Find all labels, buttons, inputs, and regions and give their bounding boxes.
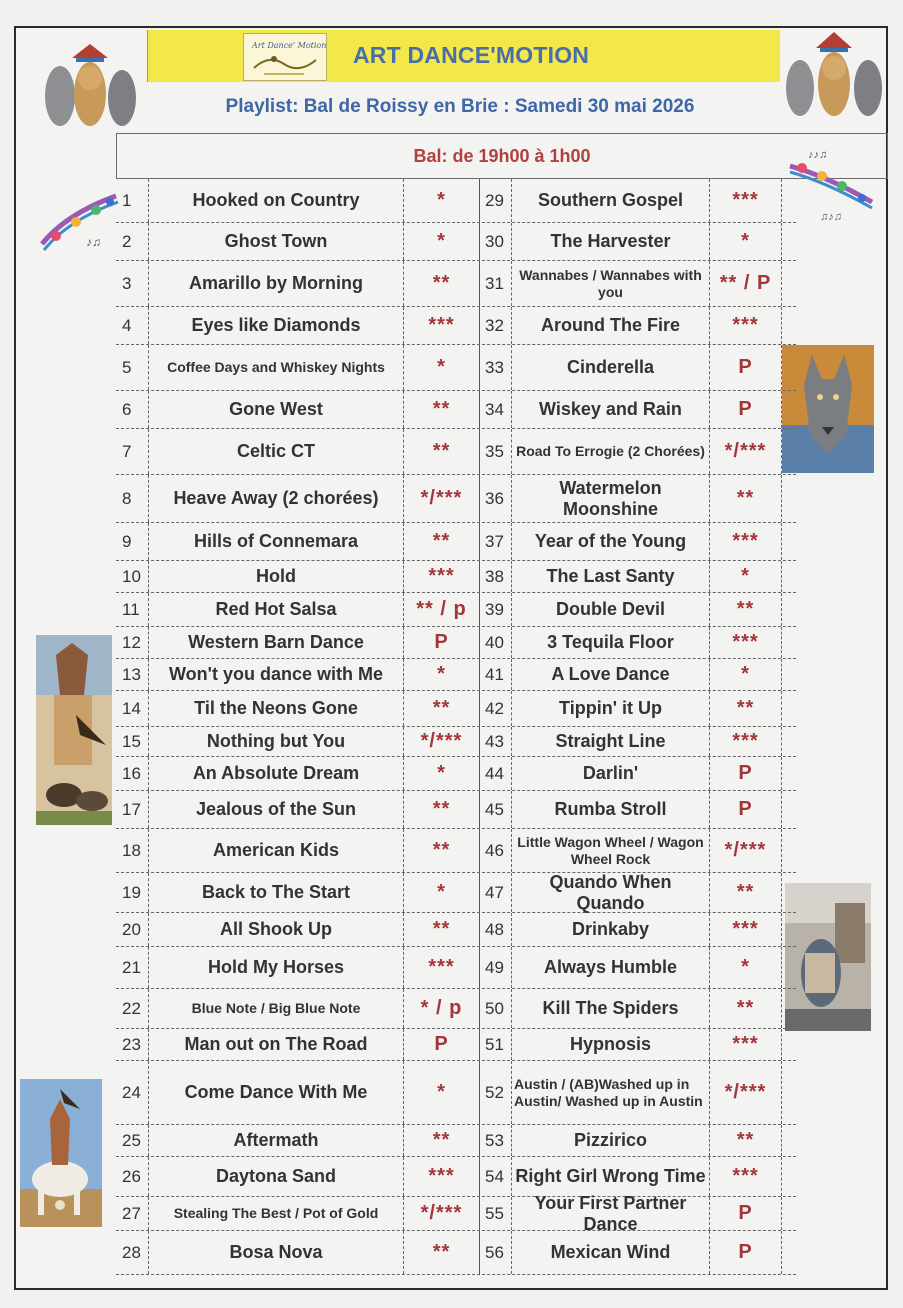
table-row	[116, 1192, 796, 1234]
difficulty-rating: *	[404, 1061, 480, 1124]
table-row	[116, 179, 796, 223]
cats-image-left	[38, 36, 140, 134]
table-row	[116, 345, 796, 391]
difficulty-rating: ***	[710, 1157, 782, 1196]
table-row	[116, 307, 796, 345]
song-number: 6	[116, 391, 149, 428]
difficulty-rating: **	[404, 791, 480, 828]
difficulty-rating: ***	[710, 913, 782, 946]
table-row	[116, 429, 796, 475]
page-title: ART DANCE'MOTION	[353, 42, 590, 68]
song-number: 32	[482, 307, 512, 344]
difficulty-rating: P	[404, 1029, 480, 1060]
song-title: Nothing but You	[149, 727, 404, 756]
song-title: Pizzirico	[512, 1125, 710, 1156]
song-title: Gone West	[149, 391, 404, 428]
difficulty-rating: * / p	[404, 989, 480, 1028]
song-title: Blue Note / Big Blue Note	[149, 989, 404, 1028]
difficulty-rating: **	[710, 593, 782, 626]
song-number: 22	[116, 989, 149, 1028]
song-title: Hills of Connemara	[149, 523, 404, 560]
song-number: 14	[116, 691, 149, 726]
difficulty-rating: */***	[404, 727, 480, 756]
difficulty-rating: ***	[404, 947, 480, 988]
song-number: 36	[482, 475, 512, 522]
song-title: Wannabes / Wannabes with you	[512, 261, 710, 306]
table-row	[116, 223, 796, 261]
song-title: Watermelon Moonshine	[512, 475, 710, 522]
song-title: The Last Santy	[512, 561, 710, 592]
song-title: Austin / (AB)Washed up in Austin/ Washed up in Austin	[512, 1061, 710, 1124]
song-title: 3 Tequila Floor	[512, 627, 710, 658]
difficulty-rating: **	[710, 1125, 782, 1156]
song-number: 34	[482, 391, 512, 428]
song-number: 38	[482, 561, 512, 592]
music-notes-icon	[786, 146, 876, 228]
difficulty-rating: **	[404, 913, 480, 946]
difficulty-rating: **	[710, 989, 782, 1028]
song-title: Western Barn Dance	[149, 627, 404, 658]
song-title: Coffee Days and Whiskey Nights	[149, 345, 404, 390]
rider-on-horse-image	[20, 1079, 102, 1227]
difficulty-rating: ***	[404, 307, 480, 344]
difficulty-rating: ** / p	[404, 593, 480, 626]
difficulty-rating: **	[710, 873, 782, 912]
hours-box	[116, 133, 888, 179]
song-title: Hold	[149, 561, 404, 592]
difficulty-rating: P	[710, 757, 782, 790]
difficulty-rating: *	[404, 345, 480, 390]
song-title: Cinderella	[512, 345, 710, 390]
song-title: Man out on The Road	[149, 1029, 404, 1060]
difficulty-rating: **	[404, 1125, 480, 1156]
song-title: Always Humble	[512, 947, 710, 988]
difficulty-rating: *	[404, 179, 480, 222]
song-title: Won't you dance with Me	[149, 659, 404, 690]
song-title: Your First Partner Dance	[512, 1197, 710, 1230]
song-number: 25	[116, 1125, 149, 1156]
song-title: Hypnosis	[512, 1029, 710, 1060]
song-title: Around The Fire	[512, 307, 710, 344]
ball-hours: Bal: de 19h00 à 1h00	[413, 146, 591, 166]
song-number: 50	[482, 989, 512, 1028]
song-number: 1	[116, 179, 149, 222]
song-title: A Love Dance	[512, 659, 710, 690]
table-row	[116, 1231, 796, 1275]
difficulty-rating: P	[404, 627, 480, 658]
song-number: 4	[116, 307, 149, 344]
song-title: Right Girl Wrong Time	[512, 1157, 710, 1196]
song-number: 52	[482, 1061, 512, 1124]
table-row	[116, 913, 796, 947]
difficulty-rating: **	[404, 429, 480, 474]
table-row	[116, 261, 796, 307]
difficulty-rating: *	[710, 659, 782, 690]
song-title: Quando When Quando	[512, 873, 710, 912]
song-number: 30	[482, 223, 512, 260]
header-band	[147, 30, 780, 82]
song-title: An Absolute Dream	[149, 757, 404, 790]
song-number: 26	[116, 1157, 149, 1196]
table-row	[116, 659, 796, 691]
difficulty-rating: */***	[710, 429, 782, 474]
table-row	[116, 523, 796, 561]
song-number: 37	[482, 523, 512, 560]
difficulty-rating: **	[404, 261, 480, 306]
difficulty-rating: ***	[710, 523, 782, 560]
difficulty-rating: **	[710, 691, 782, 726]
difficulty-rating: *	[710, 947, 782, 988]
table-row	[116, 593, 796, 627]
difficulty-rating: ***	[710, 1029, 782, 1060]
table-row	[116, 829, 796, 873]
song-number: 46	[482, 829, 512, 872]
difficulty-rating: ***	[710, 307, 782, 344]
table-row	[116, 1061, 796, 1125]
song-title: Jealous of the Sun	[149, 791, 404, 828]
song-number: 55	[482, 1197, 512, 1230]
table-row	[116, 391, 796, 429]
song-title: Darlin'	[512, 757, 710, 790]
song-number: 3	[116, 261, 149, 306]
song-number: 21	[116, 947, 149, 988]
table-row	[116, 1029, 796, 1061]
song-title: Mexican Wind	[512, 1231, 710, 1274]
difficulty-rating: P	[710, 345, 782, 390]
song-title: Hooked on Country	[149, 179, 404, 222]
table-row	[116, 627, 796, 659]
difficulty-rating: */***	[404, 1197, 480, 1230]
difficulty-rating: ** / P	[710, 261, 782, 306]
difficulty-rating: */***	[404, 475, 480, 522]
song-number: 54	[482, 1157, 512, 1196]
song-title: All Shook Up	[149, 913, 404, 946]
song-title: Hold My Horses	[149, 947, 404, 988]
song-title: Straight Line	[512, 727, 710, 756]
song-title: Til the Neons Gone	[149, 691, 404, 726]
song-number: 51	[482, 1029, 512, 1060]
song-number: 48	[482, 913, 512, 946]
difficulty-rating: **	[710, 475, 782, 522]
song-title: Back to The Start	[149, 873, 404, 912]
difficulty-rating: *	[404, 757, 480, 790]
svg-text:♫♪♫: ♫♪♫	[820, 211, 842, 223]
song-title: Drinkaby	[512, 913, 710, 946]
song-number: 2	[116, 223, 149, 260]
table-row	[116, 757, 796, 791]
song-title: Aftermath	[149, 1125, 404, 1156]
difficulty-rating: ***	[710, 727, 782, 756]
song-title: Double Devil	[512, 593, 710, 626]
difficulty-rating: **	[404, 391, 480, 428]
song-number: 33	[482, 345, 512, 390]
song-title: Road To Errogie (2 Chorées)	[512, 429, 710, 474]
song-title: Southern Gospel	[512, 179, 710, 222]
song-number: 13	[116, 659, 149, 690]
song-number: 23	[116, 1029, 149, 1060]
svg-text:♪♫: ♪♫	[86, 235, 101, 249]
difficulty-rating: *	[404, 873, 480, 912]
song-number: 56	[482, 1231, 512, 1274]
song-title: Kill The Spiders	[512, 989, 710, 1028]
difficulty-rating: */***	[710, 1061, 782, 1124]
song-number: 20	[116, 913, 149, 946]
table-row	[116, 727, 796, 757]
song-number: 10	[116, 561, 149, 592]
table-row	[116, 947, 796, 989]
club-logo	[243, 33, 327, 81]
music-notes-icon	[36, 184, 122, 256]
table-row	[116, 691, 796, 727]
song-number: 44	[482, 757, 512, 790]
difficulty-rating: *	[710, 223, 782, 260]
difficulty-rating: P	[710, 791, 782, 828]
song-title: Year of the Young	[512, 523, 710, 560]
song-number: 41	[482, 659, 512, 690]
song-number: 28	[116, 1231, 149, 1274]
difficulty-rating: ***	[404, 1157, 480, 1196]
song-title: Celtic CT	[149, 429, 404, 474]
song-title: Eyes like Diamonds	[149, 307, 404, 344]
song-title: Stealing The Best / Pot of Gold	[149, 1197, 404, 1230]
song-number: 29	[482, 179, 512, 222]
song-number: 16	[116, 757, 149, 790]
playlist-table	[116, 179, 796, 1275]
song-title: Amarillo by Morning	[149, 261, 404, 306]
playlist-subtitle: Playlist: Bal de Roissy en Brie : Samedi 30 mai 2026	[225, 96, 695, 117]
difficulty-rating: P	[710, 391, 782, 428]
difficulty-rating: ***	[710, 627, 782, 658]
difficulty-rating: ***	[710, 179, 782, 222]
song-number: 7	[116, 429, 149, 474]
song-number: 27	[116, 1197, 149, 1230]
song-number: 11	[116, 593, 149, 626]
song-title: Daytona Sand	[149, 1157, 404, 1196]
table-row	[116, 1157, 796, 1197]
song-number: 17	[116, 791, 149, 828]
song-number: 53	[482, 1125, 512, 1156]
song-title: Red Hot Salsa	[149, 593, 404, 626]
song-title: The Harvester	[512, 223, 710, 260]
difficulty-rating: P	[710, 1231, 782, 1274]
song-number: 40	[482, 627, 512, 658]
song-number: 12	[116, 627, 149, 658]
difficulty-rating: ***	[404, 561, 480, 592]
street-musician-image	[785, 883, 871, 1031]
song-title: American Kids	[149, 829, 404, 872]
difficulty-rating: *	[404, 659, 480, 690]
cats-image-right	[780, 26, 888, 126]
song-number: 5	[116, 345, 149, 390]
logo-text: Art Dance' Motion	[252, 41, 326, 50]
song-number: 9	[116, 523, 149, 560]
difficulty-rating: *	[404, 223, 480, 260]
song-title: Heave Away (2 chorées)	[149, 475, 404, 522]
song-title: Ghost Town	[149, 223, 404, 260]
song-title: Rumba Stroll	[512, 791, 710, 828]
song-number: 15	[116, 727, 149, 756]
table-row	[116, 989, 796, 1029]
svg-text:♪♪♫: ♪♪♫	[808, 149, 828, 161]
song-number: 49	[482, 947, 512, 988]
song-number: 31	[482, 261, 512, 306]
table-row	[116, 873, 796, 913]
song-number: 24	[116, 1061, 149, 1124]
song-number: 39	[482, 593, 512, 626]
song-title: Wiskey and Rain	[512, 391, 710, 428]
song-number: 43	[482, 727, 512, 756]
song-number: 47	[482, 873, 512, 912]
difficulty-rating: */***	[710, 829, 782, 872]
difficulty-rating: *	[710, 561, 782, 592]
difficulty-rating: P	[710, 1197, 782, 1230]
table-row	[116, 561, 796, 593]
table-row	[116, 791, 796, 829]
native-chief-image	[36, 635, 112, 825]
difficulty-rating: **	[404, 691, 480, 726]
song-title: Bosa Nova	[149, 1231, 404, 1274]
song-number: 19	[116, 873, 149, 912]
song-title: Come Dance With Me	[149, 1061, 404, 1124]
song-number: 35	[482, 429, 512, 474]
difficulty-rating: **	[404, 829, 480, 872]
song-number: 8	[116, 475, 149, 522]
table-row	[116, 1125, 796, 1157]
song-title: Little Wagon Wheel / Wagon Wheel Rock	[512, 829, 710, 872]
song-number: 42	[482, 691, 512, 726]
song-number: 18	[116, 829, 149, 872]
table-row	[116, 475, 796, 523]
difficulty-rating: **	[404, 523, 480, 560]
song-number: 45	[482, 791, 512, 828]
difficulty-rating: **	[404, 1231, 480, 1274]
song-title: Tippin' it Up	[512, 691, 710, 726]
